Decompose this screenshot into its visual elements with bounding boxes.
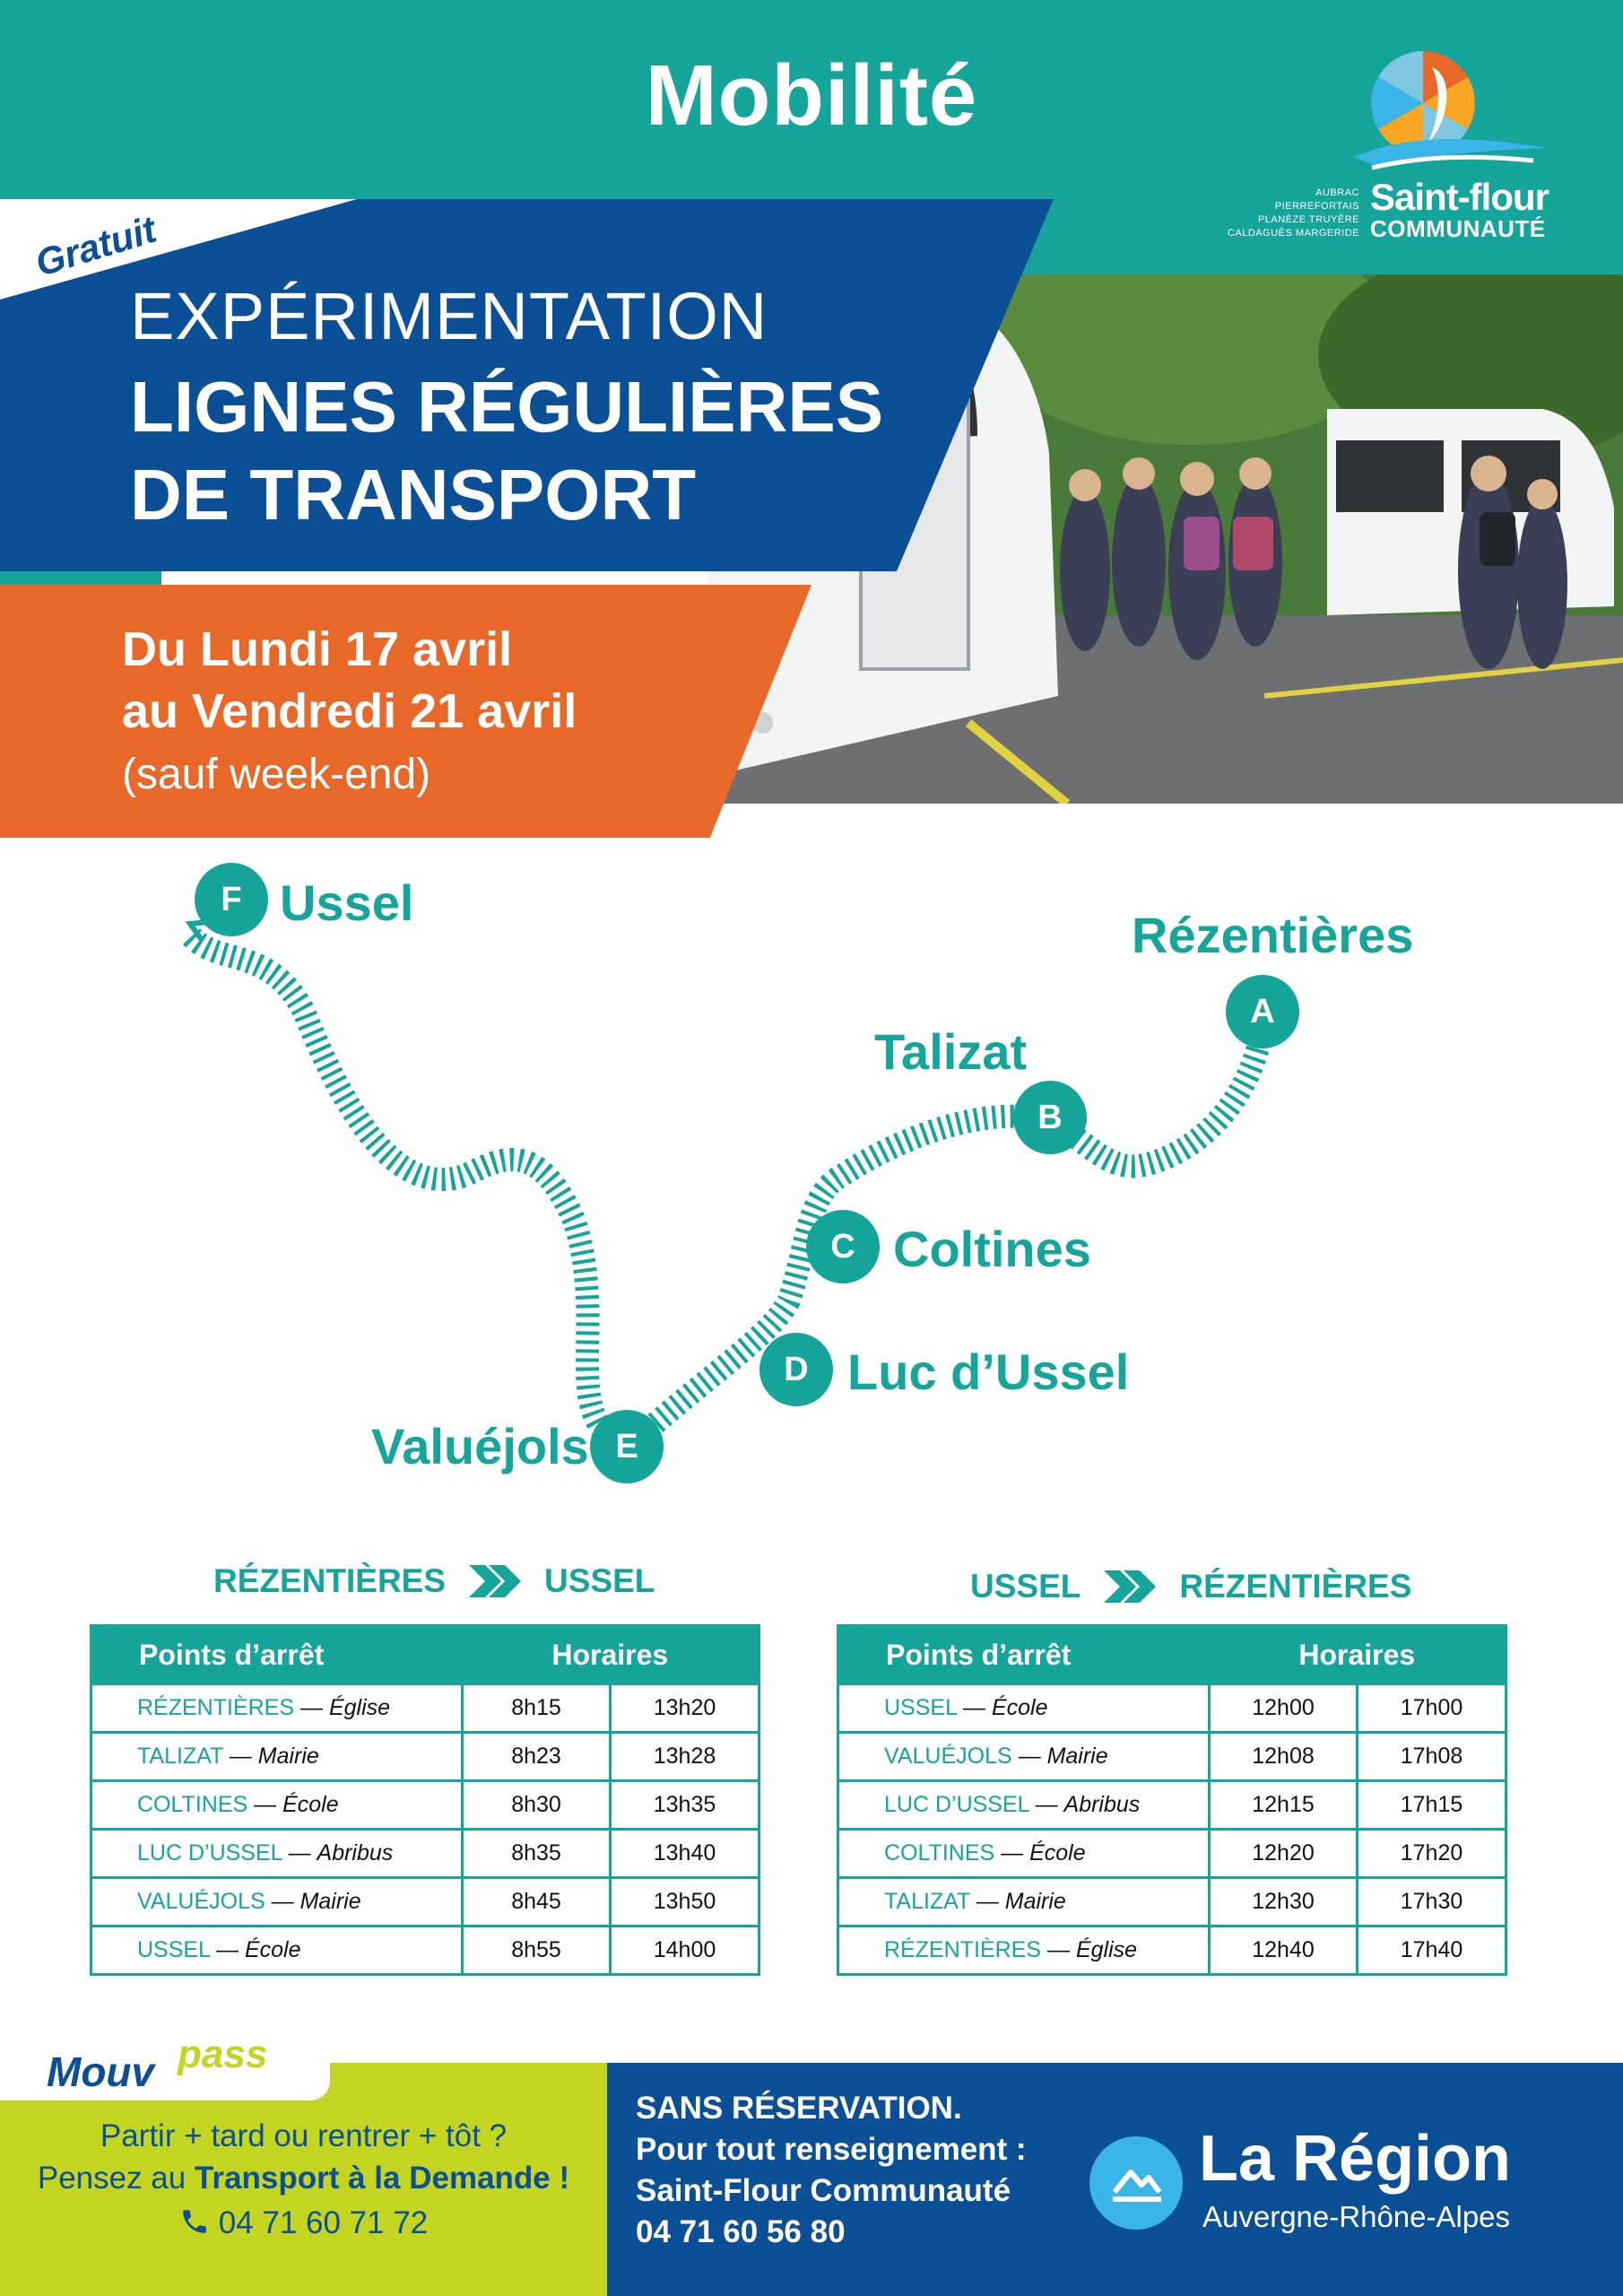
double-chevron-icon	[1104, 1570, 1156, 1603]
table-row: VALUÉJOLS — Mairie 12h08 17h08	[838, 1733, 1506, 1781]
table-row: TALIZAT — Mairie 12h30 17h30	[838, 1878, 1506, 1926]
return-to: RÉZENTIÈRES	[1179, 1568, 1412, 1605]
info-line-1: SANS RÉSERVATION.	[636, 2091, 962, 2126]
outbound-timetable	[90, 1624, 760, 1976]
stop-label-luc-dussel: Luc d’Ussel	[847, 1344, 1130, 1400]
region-subtitle: Auvergne-Rhône-Alpes	[1202, 2200, 1511, 2233]
table-row: USSEL — École 12h00 17h00	[838, 1684, 1506, 1733]
page-title: Mobilité	[645, 48, 978, 144]
col-header-times: Horaires	[1210, 1626, 1506, 1684]
stop-label-talizat: Talizat	[874, 1023, 1028, 1080]
mouvpass-logo-mouv: Mouv	[47, 2048, 155, 2095]
table-row: LUC D’USSEL — Abribus 12h15 17h15	[838, 1781, 1506, 1830]
region-logo-icon	[1089, 2136, 1183, 2230]
stop-label-valuejols: Valuéjols	[371, 1418, 589, 1474]
logo-name: Saint-flour	[1370, 176, 1549, 218]
table-row: LUC D’USSEL — Abribus 8h35 13h40	[91, 1830, 759, 1878]
tad-line-1: Partir + tard ou rentrer + tôt ?	[100, 2118, 508, 2153]
table-row: RÉZENTIÈRES — Église 12h40 17h40	[838, 1926, 1506, 1975]
date-from: Du Lundi 17 avril	[122, 622, 513, 676]
outbound-direction	[213, 1562, 655, 1600]
outbound-to: USSEL	[544, 1562, 655, 1599]
table-row: COLTINES — École 8h30 13h35	[91, 1781, 759, 1830]
banner-line-2: LIGNES RÉGULIÈRES	[130, 367, 884, 447]
logo-community: COMMUNAUTÉ	[1370, 215, 1546, 242]
info-line-3: Saint-Flour Communauté	[636, 2173, 1011, 2208]
stop-label-coltines: Coltines	[893, 1221, 1091, 1277]
phone-icon	[179, 2206, 210, 2237]
col-header-stops: Points d’arrêt	[838, 1626, 1210, 1684]
date-to: au Vendredi 21 avril	[122, 684, 577, 738]
return-timetable	[837, 1624, 1507, 1976]
stop-marker-d: D	[759, 1333, 833, 1406]
banner-line-1: EXPÉRIMENTATION	[130, 279, 768, 353]
stop-marker-f: F	[195, 863, 268, 936]
date-note: (sauf week-end)	[122, 751, 431, 798]
table-row: COLTINES — École 12h20 17h20	[838, 1830, 1506, 1878]
banner-line-3: DE TRANSPORT	[130, 455, 697, 535]
tad-phone[interactable]: 04 71 60 71 72	[0, 2205, 607, 2241]
return-direction	[970, 1568, 1411, 1605]
stop-marker-a: A	[1226, 975, 1299, 1048]
table-row: RÉZENTIÈRES — Église 8h15 13h20	[91, 1684, 759, 1733]
stop-label-ussel: Ussel	[280, 874, 414, 931]
table-row: VALUÉJOLS — Mairie 8h45 13h50	[91, 1878, 759, 1926]
table-row: TALIZAT — Mairie 8h23 13h28	[91, 1733, 759, 1781]
col-header-stops: Points d’arrêt	[91, 1626, 463, 1684]
logo-subtitle: AUBRAC PIERREFORTAIS PLANÈZE TRUYÈRE CALDAGUÈS MARGERIDE	[1227, 187, 1359, 239]
tad-line-2: Pensez au Transport à la Demande !	[37, 2161, 570, 2196]
stop-marker-e: E	[590, 1410, 664, 1483]
table-row: USSEL — École 8h55 14h00	[91, 1926, 759, 1975]
col-header-times: Horaires	[463, 1626, 759, 1684]
mouvpass-logo-pass: pass	[178, 2032, 268, 2076]
stop-marker-b: B	[1013, 1081, 1087, 1154]
region-name: La Région	[1199, 2123, 1512, 2195]
info-phone[interactable]: 04 71 60 56 80	[636, 2214, 846, 2249]
return-from: USSEL	[970, 1568, 1081, 1605]
stop-label-rezentieres: Rézentières	[1132, 907, 1414, 963]
free-badge: Gratuit	[30, 207, 161, 284]
stop-marker-c: C	[806, 1210, 880, 1283]
outbound-from: RÉZENTIÈRES	[213, 1562, 447, 1599]
double-chevron-icon	[469, 1565, 521, 1597]
info-line-2: Pour tout renseignement :	[636, 2132, 1027, 2167]
